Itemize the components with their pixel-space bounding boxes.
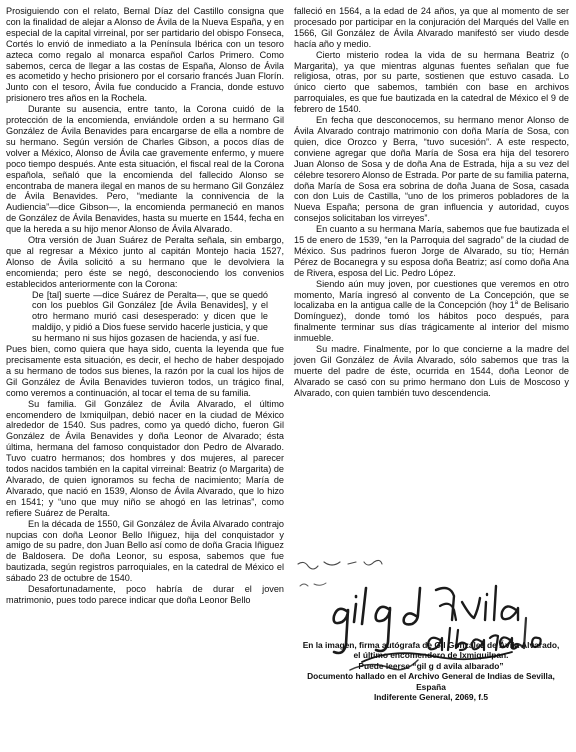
left-column	[6, 6, 284, 606]
paragraph: Desafortunadamente, poco habría de durar el joven matrimonio, pues todo parece indicar que doña Leonor Bello	[6, 584, 284, 605]
caption-line: el último encomendero de Ixmiquilpan.	[353, 650, 509, 661]
paragraph: falleció en 1564, a la edad de 24 años, ya que al momento de ser procesado por participar en la conjuración del Marqués del Valle en 1566, Gil González de Ávila Alvarado manifestó ser viudo desde hacía año y medio.	[294, 6, 569, 49]
superscript: a	[514, 300, 519, 307]
paragraph: Cierto misterio rodea la vida de su hermana Beatriz (o Margarita), ya que mientras algunas fuentes señalan que fue religiosa, otras, por su parte, sostienen que estuvo casada. Lo único cierto que sabemos, también con base en archivos parroquiales, es que fue bautizada en la catedral de México el 9 de febrero de 1540.	[294, 49, 569, 115]
block-quote: De [tal] suerte —dice Suárez de Peralta—, que se quedó con los pueblos Gil González [de Ávila Benavides], y el otro hermano murió casi desesperado: y dicen que le maldijo, y pidió a Dios fuese servido hacerle justicia, y que su hermano ni sus hijos gozasen de hacienda, y así fue.	[32, 289, 268, 344]
paragraph: Otra versión de Juan Suárez de Peralta señala, sin embargo, que al regresar a México junto al capitán Montejo hacia 1527, Alonso de Ávila solicitó a su hermano que le devolviera la encomienda; pero éste se negó, desconociendo los convenios establecidos anteriormente con la Corona:	[6, 235, 284, 289]
paragraph: En la década de 1550, Gil González de Ávila Alvarado contrajo nupcias con doña Leonor Bello Iñiguez, hija del conquistador y amigo de su padre, don Juan Bello así como de doña Gracia Iñiguez de Baldosera. De doña Leonor, su esposa, sabemos que fue bautizada, según registros parroquiales, en la catedral de México el sábado 23 de octubre de 1540.	[6, 518, 284, 584]
paragraph: Pues bien, como quiera que haya sido, cuenta la leyenda que fue precisamente esta situación, es decir, el hecho de haber despojado a su hermano de todos sus bienes, la razón por la cual los hijos de Gil González de Ávila Benavides tuvieron todos, un trágico final, como veremos a continuación, al tocar el tema de su familia.	[6, 344, 284, 398]
paragraph	[294, 279, 569, 344]
paragraph: Durante su ausencia, entre tanto, la Corona cuidó de la protección de la encomienda, enviándole orden a su hermano Gil González de Ávila Benavides para encargarse de ella a nombre de su hermano. Según versión de Charles Gibson, a pocos días de volver a México, Alonso de Ávila cae gravemente enfermo, y muere poco tiempo después. Ante esta situación, el fiscal real de la Corona española, señaló que la encomienda del fallecido Alonso se encontraba de manera ilegal en manos de su hermano Gil González de Ávila Benavides. Pero, “mediante la connivencia de la Audiencia”—dice Gibson—, la encomienda permaneció en manos de González de Ávila Benavides, hasta su muerte en 1544, fecha en que la hereda a su hijo menor Alonso de Ávila Alvarado.	[6, 104, 284, 235]
paragraph: En cuanto a su hermana María, sabemos que fue bautizada el 15 de enero de 1539, “en la Parroquia del sagrado” de la ciudad de México. Sus padrinos fueron Jorge de Alvarado, su tío; Hernán Pérez de Bocanegra y su esposa doña Beatriz; así como doña Ana de Rivera, esposa del Lic. Pedro López.	[294, 224, 569, 278]
paragraph: Su madre. Finalmente, por lo que concierne a la madre del joven Gil González de Ávila Alvarado, sólo sabemos que tras la muerte del padre de éste, ocurrida en 1544, doña Leonor de Alvarado se casó con su primo hermano don Luis de Moscoso y Alvarado, con quien también tuvo descendencia.	[294, 344, 569, 398]
paragraph: Su familia. Gil González de Ávila Alvarado, el último encomendero de Ixmiquilpan, debió nacer en la ciudad de México alrededor de 1540. Sus padres, como ya quedó dicho, fueron Gil González de Ávila Benavides y doña Leonor de Alvarado; ésta última, hermana del famoso conquistador don Pedro de Alvarado. Tuvo cuatro hermanos; dos hombres y dos mujeres, al parecer todos nacidos también en la capital virreinal: Beatriz (o Margarita) de Alvarado, de quien ignoramos su fecha de nacimiento; María de Alvarado, que nació en 1539, Alonso de Ávila Alvarado, que lo hizo en 1541; y “uno que muy niño se ahogó en las letrinas”, como refiere Suárez de Peralta.	[6, 398, 284, 518]
caption-line: En la imagen, firma autógrafa de Gil González de Ávila Alvarado,	[302, 640, 560, 650]
right-column	[294, 6, 569, 399]
paragraph: En fecha que desconocemos, su hermano menor Alonso de Ávila Alvarado contrajo matrimonio con doña María de Sosa, con quien, dice Orozco y Berra, “tuvo sucesión”. A este respecto, conviene agregar que doña María de Sosa era hija del tesorero Juan Alonso de Sosa y de doña Ana de Estrada, hija a su vez del célebre tesorero Alonso de Estrada. Por parte de su familia paterna, doña María de Sosa era sobrina de doña Juana de Sosa, casada con don Luis de Castilla, “uno de los primeros pobladores de la Nueva España; persona de gran influencia y autoridad, cuyos consejos solicitaban los virreyes”.	[294, 115, 569, 224]
caption-line: Documento hallado en el Archivo General de Indias de Sevilla, España	[307, 671, 555, 692]
paragraph-text: Siendo aún muy joven, por cuestiones que veremos en otro momento, María ingresó al convento de La Concepción, que se localizaba en la antigua calle de la Concepción (hoy 1	[294, 278, 569, 311]
caption-line: Puede leerse “gil g d avila albarado”	[358, 660, 504, 671]
image-caption	[300, 640, 562, 702]
caption-line: Indiferente General, 2069, f.5	[373, 692, 489, 703]
paragraph: Prosiguiendo con el relato, Bernal Díaz del Castillo consigna que con la finalidad de alejar a Alonso de Ávila de la Nueva España, y en especial de la capital virreinal, por ser partidario del obispo Fonseca, Cortés lo envió de inmediato a la Península Ibérica con un tesoro azteca como regalo al monarca español Carlos Primero. Como sabemos, cerca de llegar a las costas de España, Alonso de Ávila es acometido y hecho prisionero por el corsario francés Juan Florín. Junto con el tesoro, Ávila fue conducido a Francia, donde estuvo prisionero tres años en la Rochela.	[6, 6, 284, 104]
paragraph-text: de Belisario Domínguez), donde tomó los hábitos poco después, para finalmente terminar sus días trágicamente al interior del mismo inmueble.	[294, 300, 570, 344]
